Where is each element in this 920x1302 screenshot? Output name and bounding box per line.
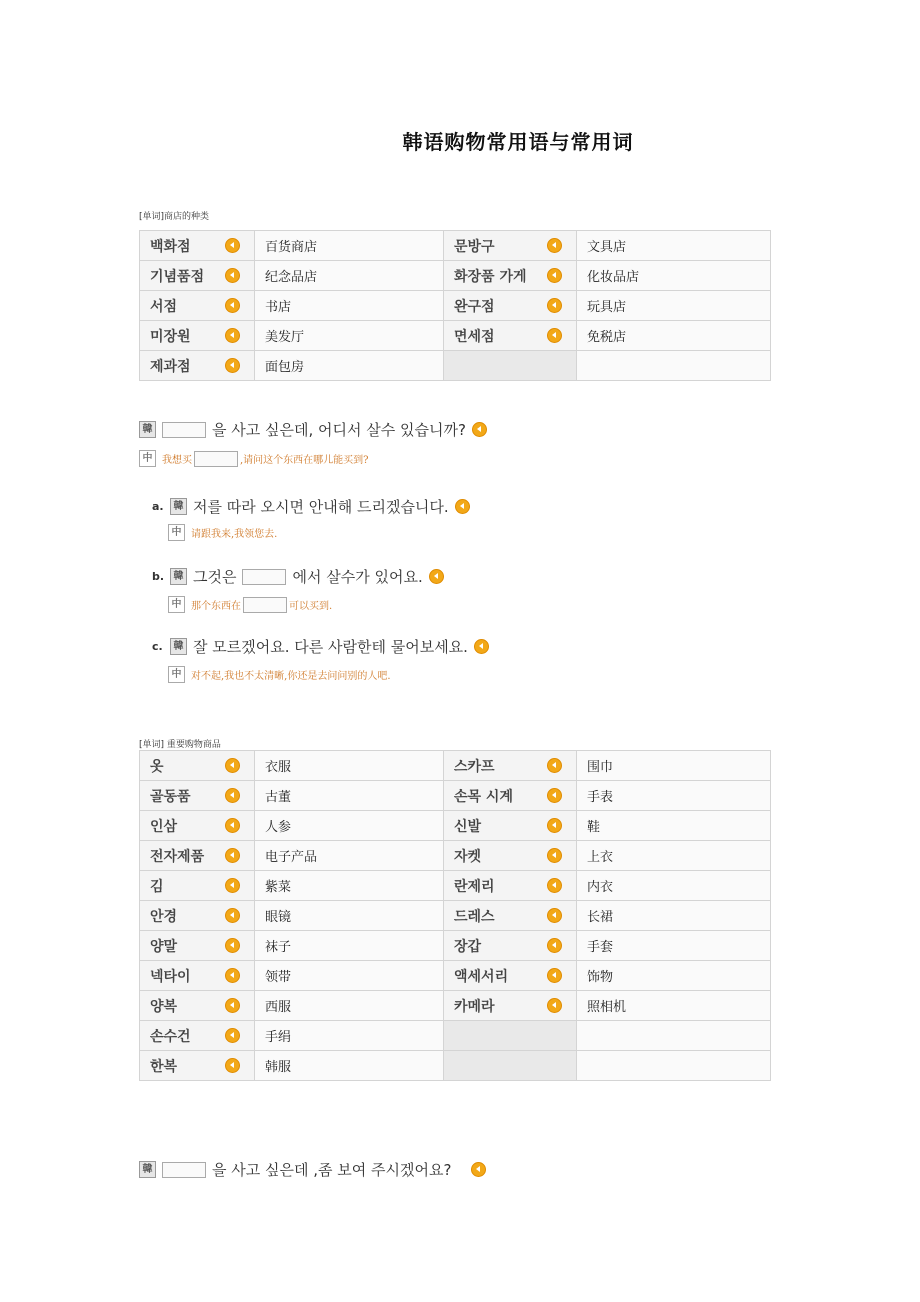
korean-word: 서점: [150, 298, 178, 315]
answer-chinese-line: [168, 666, 391, 683]
korean-word-cell: [140, 931, 255, 961]
korean-word: 백화점: [150, 238, 191, 255]
korean-word-cell: [140, 811, 255, 841]
table-row: [140, 231, 771, 261]
answer-blank[interactable]: [243, 597, 287, 613]
question-korean-text: 을 사고 싶은데, 어디서 살수 있습니까?: [212, 421, 466, 439]
chinese-word-cell: 照相机: [577, 991, 771, 1021]
korean-word-cell: [140, 351, 255, 381]
chinese-word-cell: 围巾: [577, 751, 771, 781]
speaker-icon[interactable]: [474, 639, 489, 654]
korean-word: 신발: [454, 818, 482, 835]
korean-word-cell: [140, 841, 255, 871]
speaker-icon[interactable]: [472, 422, 487, 437]
korean-word-cell: [444, 291, 577, 321]
speaker-icon[interactable]: [429, 569, 444, 584]
korean-word: 면세점: [454, 328, 495, 345]
korean-word: 넥타이: [150, 968, 191, 985]
korean-badge-icon: 韓: [170, 498, 187, 515]
korean-word: 양말: [150, 938, 178, 955]
speaker-icon[interactable]: [455, 499, 470, 514]
chinese-word-cell: 饰物: [577, 961, 771, 991]
korean-word-cell: [444, 321, 577, 351]
korean-word-cell: [140, 781, 255, 811]
korean-word: 자켓: [454, 848, 482, 865]
korean-word-cell: [444, 811, 577, 841]
korean-word: 손수건: [150, 1028, 191, 1045]
speaker-icon[interactable]: [225, 268, 240, 283]
speaker-icon[interactable]: [547, 878, 562, 893]
korean-word-cell: [140, 231, 255, 261]
korean-word: 제과점: [150, 358, 191, 375]
speaker-icon[interactable]: [547, 818, 562, 833]
chinese-word-cell: 手绢: [255, 1021, 444, 1051]
chinese-badge-icon: 中: [168, 666, 185, 683]
answer-chinese-text: 对不起,我也不太清晰,你还是去问问别的人吧.: [191, 671, 391, 682]
chinese-word-cell: 美发厅: [255, 321, 444, 351]
chinese-word-cell: 内衣: [577, 871, 771, 901]
korean-word: 스카프: [454, 758, 495, 775]
speaker-icon[interactable]: [547, 268, 562, 283]
chinese-badge-icon: 中: [168, 524, 185, 541]
chinese-badge-icon: 中: [168, 596, 185, 613]
speaker-icon[interactable]: [547, 788, 562, 803]
korean-word: 옷: [150, 758, 164, 775]
chinese-word-cell: 紫菜: [255, 871, 444, 901]
korean-word-cell: [140, 1021, 255, 1051]
korean-word-cell: [444, 231, 577, 261]
korean-word-cell: [140, 961, 255, 991]
speaker-icon[interactable]: [225, 938, 240, 953]
korean-word-cell: [444, 841, 577, 871]
chinese-word-cell: 西服: [255, 991, 444, 1021]
speaker-icon[interactable]: [225, 878, 240, 893]
speaker-icon[interactable]: [547, 758, 562, 773]
answer-label: a.: [152, 500, 164, 513]
table-row: [140, 291, 771, 321]
korean-badge-icon: 韓: [170, 568, 187, 585]
empty-cell: [444, 1021, 577, 1051]
table-row: [140, 991, 771, 1021]
korean-word: 골동품: [150, 788, 191, 805]
speaker-icon[interactable]: [225, 238, 240, 253]
speaker-icon[interactable]: [225, 328, 240, 343]
shopping-goods-table: [139, 750, 771, 1081]
korean-word-cell: [140, 871, 255, 901]
korean-word-cell: [140, 291, 255, 321]
speaker-icon[interactable]: [547, 908, 562, 923]
table-row: [140, 351, 771, 381]
chinese-word-cell: 上衣: [577, 841, 771, 871]
chinese-word-cell: 韩服: [255, 1051, 444, 1081]
korean-word-cell: [444, 751, 577, 781]
answer-blank[interactable]: [194, 451, 238, 467]
korean-word: 인삼: [150, 818, 178, 835]
chinese-word-cell: 手套: [577, 931, 771, 961]
table-row: [140, 751, 771, 781]
table-row: [140, 871, 771, 901]
chinese-word-cell: 免税店: [577, 321, 771, 351]
korean-word-cell: [140, 991, 255, 1021]
table-row: [140, 321, 771, 351]
table-row: [140, 261, 771, 291]
answer-korean-line: [152, 636, 489, 657]
korean-word: 액세서리: [454, 968, 509, 985]
korean-word: 카메라: [454, 998, 495, 1015]
speaker-icon[interactable]: [225, 908, 240, 923]
speaker-icon[interactable]: [225, 788, 240, 803]
answer-chinese-text: 那个东西在: [191, 601, 241, 612]
korean-word: 미장원: [150, 328, 191, 345]
korean-word-cell: [140, 751, 255, 781]
speaker-icon[interactable]: [225, 358, 240, 373]
korean-word-cell: [444, 261, 577, 291]
answer-chinese-post: 可以买到.: [289, 601, 333, 612]
chinese-word-cell: 书店: [255, 291, 444, 321]
korean-word: 한복: [150, 1058, 178, 1075]
table-row: [140, 1051, 771, 1081]
korean-word: 손목 시계: [454, 788, 513, 805]
chinese-word-cell: 古董: [255, 781, 444, 811]
speaker-icon[interactable]: [547, 238, 562, 253]
answer-blank[interactable]: [162, 1162, 206, 1178]
empty-cell: [577, 351, 771, 381]
answer-label: c.: [152, 640, 163, 653]
korean-word-cell: [444, 931, 577, 961]
table-row: [140, 781, 771, 811]
chinese-word-cell: 电子产品: [255, 841, 444, 871]
korean-word: 김: [150, 878, 164, 895]
korean-word-cell: [444, 961, 577, 991]
question-chinese-line: [139, 450, 369, 467]
korean-word: 화장품 가게: [454, 268, 527, 285]
chinese-word-cell: 化妆品店: [577, 261, 771, 291]
answer-korean-line: [152, 566, 444, 587]
speaker-icon[interactable]: [225, 968, 240, 983]
answer-chinese-line: [168, 524, 277, 541]
empty-cell: [577, 1021, 771, 1051]
korean-word: 장갑: [454, 938, 482, 955]
korean-badge-icon: 韓: [139, 421, 156, 438]
question2-korean-line: [139, 1159, 486, 1180]
chinese-word-cell: 纪念品店: [255, 261, 444, 291]
table-row: [140, 841, 771, 871]
answer-blank[interactable]: [162, 422, 206, 438]
korean-word-cell: [444, 871, 577, 901]
chinese-word-cell: 百货商店: [255, 231, 444, 261]
table-row: [140, 811, 771, 841]
chinese-word-cell: 手表: [577, 781, 771, 811]
korean-word: 전자제품: [150, 848, 205, 865]
answer-korean-text: 잘 모르겠어요. 다른 사람한테 물어보세요.: [193, 638, 468, 656]
section-caption-shops: [单词]商店的种类: [139, 212, 210, 222]
speaker-icon[interactable]: [547, 848, 562, 863]
korean-word-cell: [140, 901, 255, 931]
speaker-icon[interactable]: [225, 848, 240, 863]
chinese-word-cell: 长裙: [577, 901, 771, 931]
table-row: [140, 1021, 771, 1051]
korean-word-cell: [444, 781, 577, 811]
korean-word: 양복: [150, 998, 178, 1015]
answer-korean-post: 에서 살수가 있어요.: [292, 568, 423, 586]
table-row: [140, 961, 771, 991]
speaker-icon[interactable]: [547, 938, 562, 953]
speaker-icon[interactable]: [225, 758, 240, 773]
answer-label: b.: [152, 570, 165, 583]
chinese-word-cell: 文具店: [577, 231, 771, 261]
section-caption-goods: [单词] 重要购物商品: [139, 740, 221, 750]
chinese-word-cell: 袜子: [255, 931, 444, 961]
speaker-icon[interactable]: [225, 1028, 240, 1043]
answer-korean-text: 그것은: [193, 568, 237, 586]
chinese-word-cell: 鞋: [577, 811, 771, 841]
question2-korean-text: 을 사고 싶은데 ,좀 보여 주시겠어요?: [212, 1161, 452, 1179]
korean-word-cell: [140, 261, 255, 291]
speaker-icon[interactable]: [225, 298, 240, 313]
korean-word: 문방구: [454, 238, 495, 255]
shop-types-table: [139, 230, 771, 381]
korean-word: 란제리: [454, 878, 495, 895]
korean-word-cell: [444, 901, 577, 931]
answer-chinese-line: [168, 596, 332, 613]
speaker-icon[interactable]: [547, 298, 562, 313]
chinese-word-cell: 衣服: [255, 751, 444, 781]
question-chinese-pre: 我想买: [162, 455, 192, 466]
speaker-icon[interactable]: [225, 818, 240, 833]
table-row: [140, 931, 771, 961]
korean-word-cell: [140, 321, 255, 351]
table-row: [140, 901, 771, 931]
answer-korean-text: 저를 따라 오시면 안내해 드리겠습니다.: [193, 498, 449, 516]
answer-korean-line: [152, 496, 470, 517]
korean-word: 기념품점: [150, 268, 205, 285]
korean-word-cell: [444, 991, 577, 1021]
chinese-word-cell: 眼镜: [255, 901, 444, 931]
empty-cell: [444, 1051, 577, 1081]
question-chinese-post: ,请问这个东西在哪儿能买到?: [240, 455, 369, 466]
chinese-badge-icon: 中: [139, 450, 156, 467]
speaker-icon[interactable]: [547, 998, 562, 1013]
chinese-word-cell: 面包房: [255, 351, 444, 381]
speaker-icon[interactable]: [547, 968, 562, 983]
page-title: 韩语购物常用语与常用词: [402, 130, 634, 154]
speaker-icon[interactable]: [547, 328, 562, 343]
empty-cell: [577, 1051, 771, 1081]
speaker-icon[interactable]: [471, 1162, 486, 1177]
empty-cell: [444, 351, 577, 381]
answer-chinese-text: 请跟我来,我领您去.: [191, 529, 278, 540]
chinese-word-cell: 玩具店: [577, 291, 771, 321]
korean-badge-icon: 韓: [170, 638, 187, 655]
speaker-icon[interactable]: [225, 1058, 240, 1073]
speaker-icon[interactable]: [225, 998, 240, 1013]
question-korean-line: [139, 419, 487, 440]
chinese-word-cell: 人参: [255, 811, 444, 841]
korean-badge-icon: 韓: [139, 1161, 156, 1178]
chinese-word-cell: 领带: [255, 961, 444, 991]
answer-blank[interactable]: [242, 569, 286, 585]
korean-word: 안경: [150, 908, 178, 925]
korean-word-cell: [140, 1051, 255, 1081]
korean-word: 완구점: [454, 298, 495, 315]
korean-word: 드레스: [454, 908, 495, 925]
